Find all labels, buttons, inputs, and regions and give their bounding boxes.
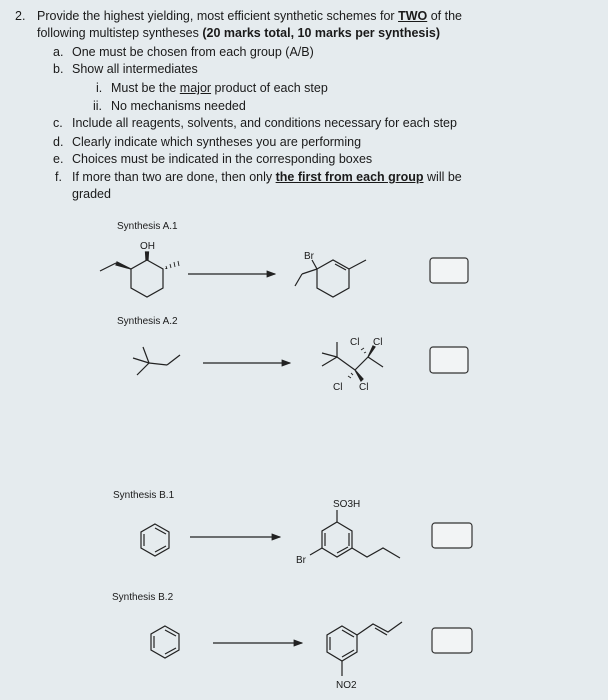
item-a: One must be chosen from each group (A/B) — [72, 45, 314, 59]
item-marker: e. — [53, 152, 64, 166]
cl-label: Cl — [373, 337, 383, 348]
intro-text-end: of the — [427, 9, 462, 23]
synthesis-label: Synthesis B.2 — [112, 592, 174, 603]
item-c: Include all reagents, solvents, and conditions necessary for each step — [72, 116, 457, 130]
cl-label: Cl — [333, 382, 343, 393]
item-marker: b. — [53, 62, 64, 76]
item-f-cont: graded — [72, 187, 111, 201]
item-bold-underlined: the first from each group — [275, 170, 424, 184]
item-underlined: major — [179, 81, 212, 95]
item-b-ii: No mechanisms needed — [111, 99, 246, 113]
br-label: Br — [296, 555, 306, 566]
choice-box-b2[interactable] — [432, 628, 472, 653]
synthesis-a2 — [117, 316, 468, 393]
oh-label: OH — [140, 241, 155, 252]
so3h-label: SO3H — [333, 499, 361, 510]
product-nitro-propenyl-benzene — [327, 622, 402, 691]
item-text: Must be the — [111, 81, 180, 95]
product-bromo-cyclohexene — [295, 251, 366, 297]
synthesis-label: Synthesis A.1 — [117, 221, 178, 232]
question-number: 2. — [15, 9, 26, 23]
product-tetrachloride — [322, 337, 383, 393]
item-marker: d. — [53, 135, 64, 149]
intro-emphasis: TWO — [398, 9, 428, 23]
item-b: Show all intermediates — [72, 62, 198, 76]
cl-label: Cl — [350, 337, 360, 348]
item-e: Choices must be indicated in the corresponding boxes — [72, 152, 373, 166]
synthesis-a1 — [100, 221, 468, 297]
item-marker: i. — [96, 81, 103, 95]
synthesis-b1 — [113, 490, 472, 566]
no2-label: NO2 — [336, 680, 357, 691]
intro-text: Provide the highest yielding, most efficient synthetic schemes for — [37, 9, 399, 23]
synthesis-b2 — [112, 592, 472, 691]
cl-label: Cl — [359, 382, 369, 393]
choice-box-a1[interactable] — [430, 258, 468, 283]
item-marker: a. — [53, 45, 64, 59]
reactant-benzene — [141, 524, 169, 556]
item-marker: ii. — [93, 99, 103, 113]
item-d: Clearly indicate which syntheses you are performing — [72, 135, 362, 149]
br-label: Br — [304, 251, 314, 262]
item-text: If more than two are done, then only — [72, 170, 276, 184]
item-marker: c. — [53, 116, 63, 130]
choice-box-b1[interactable] — [432, 523, 472, 548]
reactant-dimethylbutane — [133, 347, 180, 375]
marks-text: (20 marks total, 10 marks per synthesis) — [202, 26, 440, 40]
item-text: product of each step — [211, 81, 328, 95]
intro-line2-text: following multistep syntheses — [37, 26, 203, 40]
synthesis-label: Synthesis A.2 — [117, 316, 178, 327]
choice-box-a2[interactable] — [430, 347, 468, 373]
product-bromo-propyl-benzenesulfonic-acid — [296, 499, 400, 566]
reactant-benzene — [151, 626, 179, 658]
reactant-cyclohexanol — [100, 241, 179, 297]
item-text: will be — [423, 170, 462, 184]
synthesis-label: Synthesis B.1 — [113, 490, 175, 501]
item-marker: f. — [55, 170, 62, 184]
